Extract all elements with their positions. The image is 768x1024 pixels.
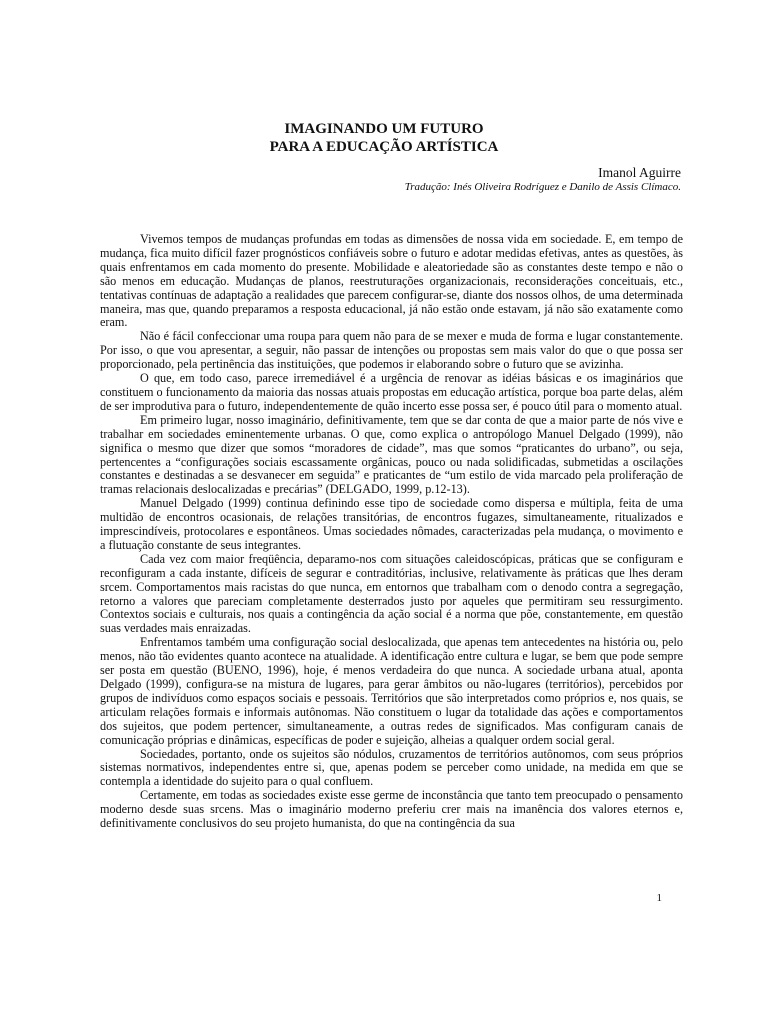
- author-name: Imanol Aguirre: [598, 165, 681, 180]
- paragraph: Vivemos tempos de mudanças profundas em todas as dimensões de nossa vida em sociedade. E, em tempo de mudança, fica muito difícil fazer prognósticos confiáveis sobre o futuro e adotar medidas efetivas, antes as questões, às quais enfrentamos em cada momento do presente. Mobilidade e aleatoriedade são as constantes deste tempo e não o são menos em educação. Mudanças de planos, reestruturações organizacionais, reconsiderações conceituais, etc., tentativas contínuas de adaptação a realidades que parecem configurar-se, diante dos nossos olhos, de uma determinada maneira, mas que, quando preparamos a resposta educacional, já não estão onde estavam, já não são exatamente como eram.: [100, 232, 683, 330]
- paragraph: Certamente, em todas as sociedades existe esse germe de inconstância que tanto tem preocupado o pensamento moderno desde suas srcens. Mas o imaginário moderno preferiu crer mais na imanência dos valores eternos e, definitivamente conclusivos do seu projeto humanista, do que na contingência da sua: [100, 788, 683, 831]
- paragraph: Manuel Delgado (1999) continua definindo esse tipo de sociedade como dispersa e múltipla, feita de uma multidão de encontros ocasionais, de relações transitórias, de encontros fugazes, simultaneamente, ritualizados e imprescindíveis, protocolares e espontâneos. Umas sociedades nômades, caracterizadas pela mudança, o movimento e a flutuação constante de seus integrantes.: [100, 496, 683, 552]
- body-text: [100, 233, 683, 831]
- page-number: 1: [656, 892, 662, 904]
- paragraph: Enfrentamos também uma configuração social deslocalizada, que apenas tem antecedentes na história ou, pelo menos, não tão evidentes quanto acontece na atualidade. A identificação entre cultura e lugar, se bem que pode sempre ser posta em questão (BUENO, 1996), hoje, é menos verdadeira do que nunca. A sociedade urbana atual, aponta Delgado (1999), configura-se na mistura de lugares, para gerar âmbitos ou não-lugares (territórios), percebidos por grupos de indivíduos como espaços sociais e pessoais. Territórios que são interpretados como próprios e, nos quais, se articulam relações formais e informais autônomas. Não constituem o lugar da totalidade das ações e comportamentos dos sujeitos, que podem pertencer, simultaneamente, a outras redes de significados. Mas configuram canais de comunicação próprias e dinâmicas, específicas de poder e sujeição, alheias a qualquer ordem social geral.: [100, 635, 683, 747]
- paragraph: Não é fácil confeccionar uma roupa para quem não para de se mexer e muda de forma e lugar constantemente. Por isso, o que vou apresentar, a seguir, não passar de intenções ou propostas sem mais valor do que o que possa ser proporcionado, pela pertinência das instituições, que podemos ir elaborando sobre o futuro que se avizinha.: [100, 329, 683, 372]
- translator-credit: Tradução: Inés Oliveira Rodríguez e Danilo de Assis Clímaco.: [404, 181, 681, 193]
- paragraph: Sociedades, portanto, onde os sujeitos são nódulos, cruzamentos de territórios autônomos, com seus próprios sistemas normativos, independentes entre si, que, apenas podem se perceber como unidade, na medida em que se contempla a identidade do sujeito para o qual confluem.: [100, 746, 683, 789]
- paragraph: Em primeiro lugar, nosso imaginário, definitivamente, tem que se dar conta de que a maior parte de nós vive e trabalhar em sociedades eminentemente urbanas. O que, como explica o antropólogo Manuel Delgado (1999), não significa o mesmo que dizer que somos “moradores de cidade”, mas que somos “praticantes do urbano”, ou seja, pertencentes a “configurações sociais escassamente orgânicas, pouco ou nada solidificadas, submetidas a oscilações constantes e destinadas a se desvanecer em seguida” e praticantes de “um estilo de vida marcado pela proliferação de tramas relacionais deslocalizadas e precárias” (DELGADO, 1999, p.12-13).: [100, 412, 683, 497]
- title-line-1: IMAGINANDO UM FUTURO: [284, 121, 484, 137]
- paragraph: Cada vez com maior freqüência, deparamo-nos com situações caleidoscópicas, práticas que se configuram e reconfiguram a cada instante, difíceis de segurar e contraditórias, inclusive, relativamente às práticas que lhes deram srcem. Comportamentos mais racistas do que nunca, em entornos que trabalham com o denodo contra a segregação, retorno a valores que pareciam completamente desterrados justo por aqueles que permitiram seu ressurgimento. Contextos sociais e culturais, nos quais a contingência da ação social é a norma que põe, constantemente, em questão suas verdades mais enraizadas.: [100, 551, 683, 636]
- paragraph: O que, em todo caso, parece irremediável é a urgência de renovar as idéias básicas e os imaginários que constituem o funcionamento da maioria das nossas atuais propostas em educação artística, porque boa parte delas, além de ser improdutiva para o futuro, independentemente de quão incerto esse possa ser, é pouco útil para o momento atual.: [100, 371, 683, 413]
- title-line-2: PARA A EDUCAÇÃO ARTÍSTICA: [269, 139, 499, 155]
